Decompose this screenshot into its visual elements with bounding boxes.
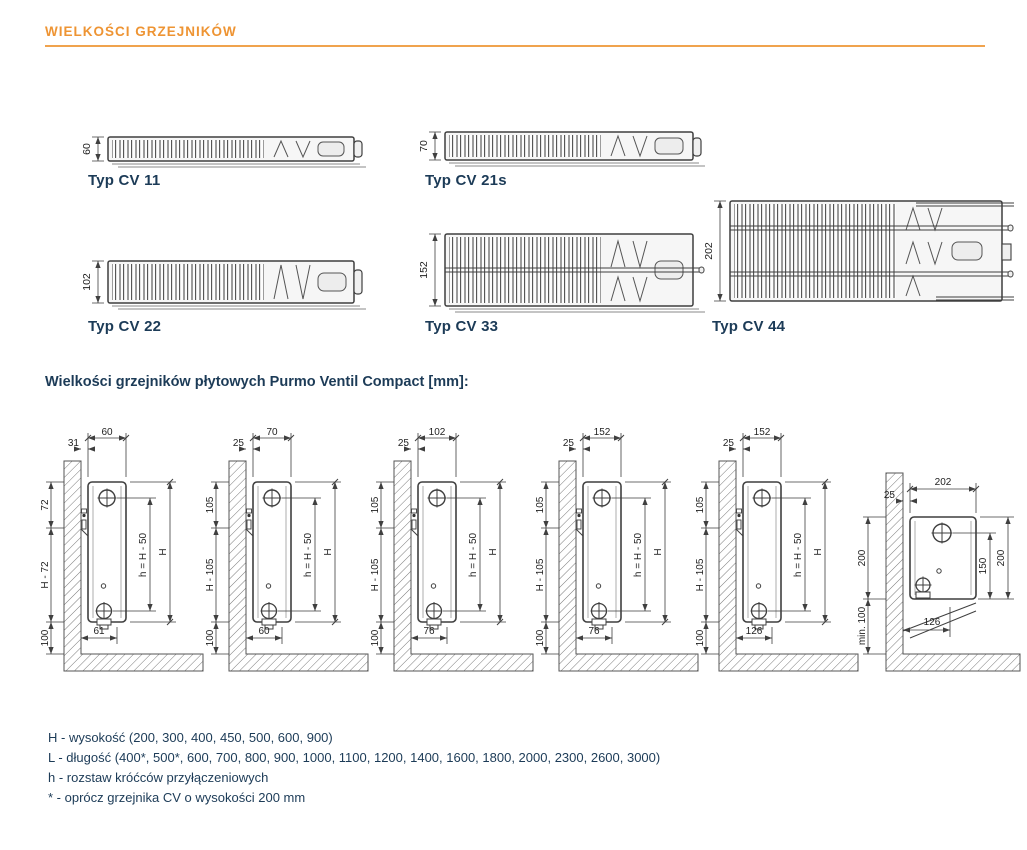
dim-upper: 105 xyxy=(695,496,706,514)
dim-lower: 100 xyxy=(205,629,216,647)
side-view-cv44 xyxy=(695,425,860,675)
dim-wall-offset: 25 xyxy=(883,490,895,501)
section-heading: Wielkości grzejników płytowych Purmo Ventil Compact [mm]: xyxy=(45,374,469,390)
dim-upper: 72 xyxy=(40,499,51,511)
dim-lower: 100 xyxy=(40,629,51,647)
dim-depth: 202 xyxy=(934,477,952,488)
top-view-cv11 xyxy=(78,128,368,178)
top-view-cv21s xyxy=(415,123,707,179)
dim-wall-offset: 25 xyxy=(397,438,409,449)
label-cv33: Typ CV 33 xyxy=(425,318,499,335)
dim-depth: 70 xyxy=(266,427,278,438)
side-view-cv11 xyxy=(40,425,205,675)
dim-pipe-spacing: h = H - 50 xyxy=(138,532,149,578)
grille-slots xyxy=(734,204,896,298)
label-cv21s: Typ CV 21s xyxy=(425,172,507,189)
top-view-cv22 xyxy=(78,252,368,316)
dim-pipe-spacing: h = H - 50 xyxy=(793,532,804,578)
top-view-cv33 xyxy=(415,225,707,319)
page-title: WIELKOŚCI GRZEJNIKÓW xyxy=(45,24,237,39)
dim-pipe-spacing: h = H - 50 xyxy=(468,532,479,578)
dim-bottom: 76 xyxy=(423,626,435,637)
dim-middle: H - 105 xyxy=(370,558,381,592)
dim-wall-offset: 25 xyxy=(232,438,244,449)
dim-pipe-spacing: h = H - 50 xyxy=(303,532,314,578)
dim-middle: H - 72 xyxy=(40,561,51,589)
dim-right-outer: 200 xyxy=(996,549,1007,567)
dim-height: H xyxy=(653,548,664,556)
dim-upper: 105 xyxy=(370,496,381,514)
dim-depth: 60 xyxy=(81,143,93,155)
dim-lower: 100 xyxy=(695,629,706,647)
dim-middle: H - 105 xyxy=(205,558,216,592)
legend-line-length: L - długość (400*, 500*, 600, 700, 800, 900, 1000, 1100, 1200, 1400, 1600, 1800, 2000, 2300, 2600, 3000) xyxy=(48,750,661,765)
legend-line-pipe-spacing: h - rozstaw króćców przyłączeniowych xyxy=(48,770,269,785)
dim-height: H xyxy=(323,548,334,556)
dim-bottom: 60 xyxy=(258,626,270,637)
side-view-cv21s xyxy=(205,425,370,675)
dim-lower: 100 xyxy=(370,629,381,647)
dim-wall-offset: 25 xyxy=(722,438,734,449)
dim-middle: H - 105 xyxy=(535,558,546,592)
dim-bottom: 76 xyxy=(588,626,600,637)
dim-left-upper: 200 xyxy=(857,549,868,567)
label-cv22: Typ CV 22 xyxy=(88,318,162,335)
legend xyxy=(48,728,660,808)
dim-depth: 152 xyxy=(418,261,430,279)
dim-depth: 152 xyxy=(753,427,771,438)
dim-depth: 70 xyxy=(418,140,430,152)
dim-height: H xyxy=(813,548,824,556)
title-rule xyxy=(45,45,985,47)
dim-depth: 102 xyxy=(428,427,446,438)
dim-right-inner: 150 xyxy=(978,557,989,575)
dim-middle: H - 105 xyxy=(695,558,706,592)
dim-left-lower: min. 100 xyxy=(857,606,868,646)
dim-wall-offset: 31 xyxy=(67,438,79,449)
dim-depth: 152 xyxy=(593,427,611,438)
dim-bottom: 126 xyxy=(923,617,941,628)
side-view-cv33 xyxy=(535,425,700,675)
dim-height: H xyxy=(488,548,499,556)
dim-lower: 100 xyxy=(535,629,546,647)
dim-upper: 105 xyxy=(205,496,216,514)
side-view-cv22 xyxy=(370,425,535,675)
dim-depth: 202 xyxy=(703,242,715,260)
dim-bottom: 126 xyxy=(745,626,763,637)
legend-line-height: H - wysokość (200, 300, 400, 450, 500, 600, 900) xyxy=(48,730,333,745)
grille-slots xyxy=(449,237,601,303)
dim-height: H xyxy=(158,548,169,556)
legend-line-footnote: * - oprócz grzejnika CV o wysokości 200 mm xyxy=(48,790,306,805)
grille-slots xyxy=(449,135,601,157)
grille-slots xyxy=(112,140,264,158)
label-cv44: Typ CV 44 xyxy=(712,318,786,335)
dim-depth: 60 xyxy=(101,427,113,438)
dim-depth: 102 xyxy=(81,273,93,291)
dim-upper: 105 xyxy=(535,496,546,514)
corner-view-h200 xyxy=(850,425,1027,675)
label-cv11: Typ CV 11 xyxy=(88,172,161,189)
dim-wall-offset: 25 xyxy=(562,438,574,449)
grille-slots xyxy=(112,264,264,300)
dim-bottom: 61 xyxy=(93,626,105,637)
dim-pipe-spacing: h = H - 50 xyxy=(633,532,644,578)
top-view-cv44 xyxy=(700,192,1018,320)
